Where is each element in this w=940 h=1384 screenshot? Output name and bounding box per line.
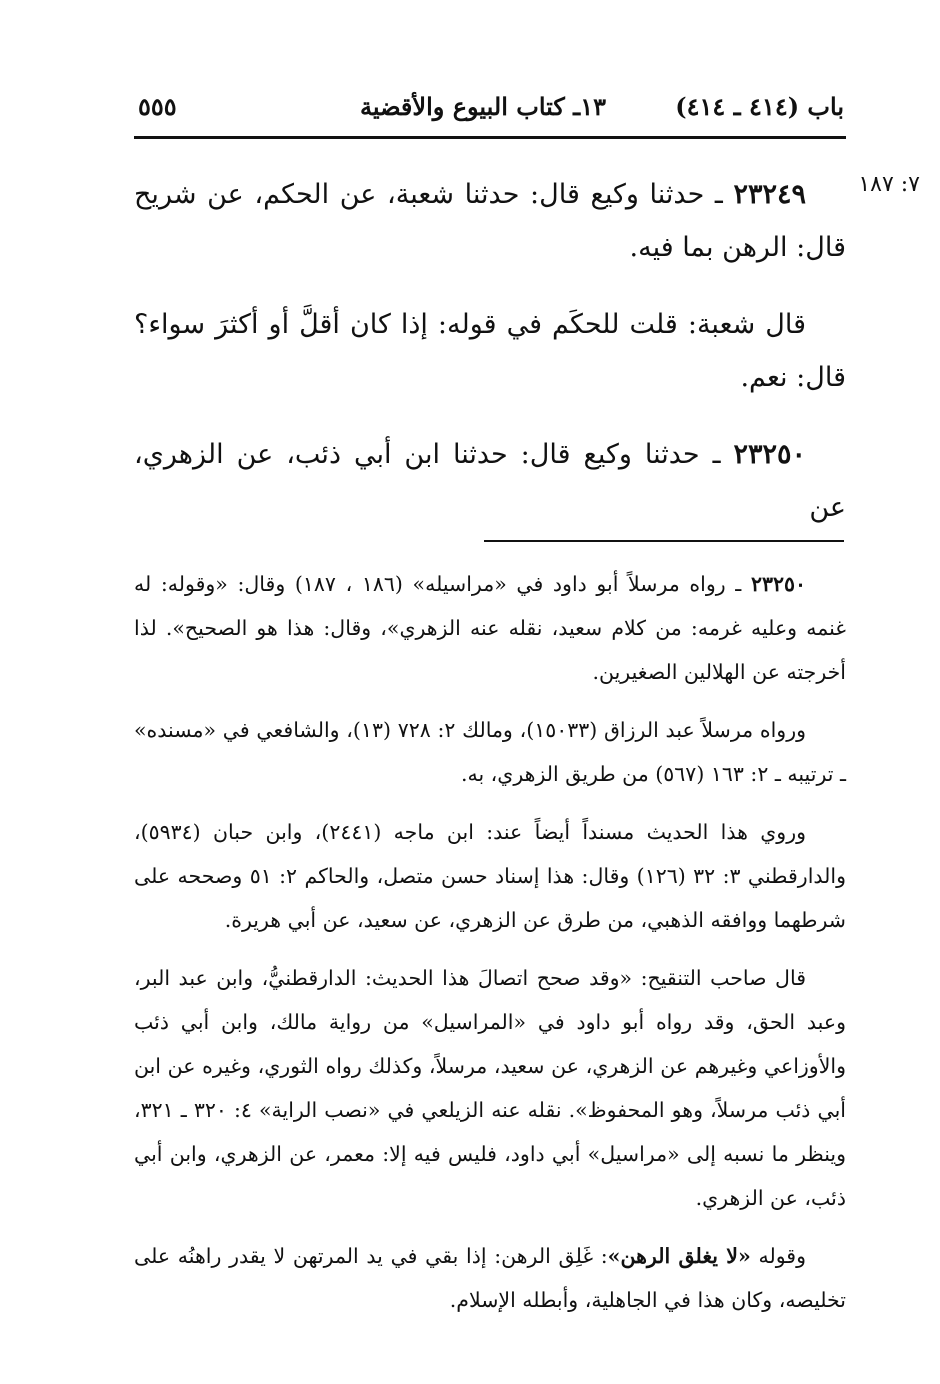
page-number: ٥٥٥ (138, 92, 177, 121)
footnote-number: ٢٣٢٥٠ (750, 572, 806, 596)
footnote-text: ـ رواه مرسلاً أبو داود في «مراسيله» (١٨٦ ، ١٨٧) وقال: «وقوله: له غنمه وعليه غرمه: من كلام سعيد، نقله عنه الزهري»، وقال: هذا هو الصحيح». لذا أخرجته عن الهلالين الصغيرين. (134, 572, 846, 684)
hadith-number: ٢٣٢٤٩ (733, 179, 806, 210)
footnote-quote: «لا يغلق الرهن» (607, 1244, 751, 1268)
footnote-text: : غَلِق الرهن: إذا بقي في يد المرتهن لا يقدر راهنُه على تخليصه، وكان هذا في الجاهلية، وأبطله الإسلام. (134, 1244, 846, 1312)
footnote-paragraph: قال صاحب التنقيح: «وقد صحح اتصالَ هذا الحديث: الدارقطنيُّ، وابن عبد البر، وعبد الحق، وقد رواه أبو داود في «المراسيل» من رواية مالك، وابن أبي ذئب والأوزاعي وغيرهم عن الزهري، عن سعيد، مرسلاً، وكذلك رواه الثوري، وغيره عن ابن أبي ذئب مرسلاً، وهو المحفوظ». نقله عنه الزيلعي في «نصب الراية» ٤: ٣٢٠ ـ ٣٢١، وينظر ما نسبه إلى «مراسيل» أبي داود، فليس فيه إلا: معمر، عن الزهري، وابن أبي ذئب، عن الزهري. (134, 966, 846, 1210)
hadith-text: ـ حدثنا وكيع قال: حدثنا ابن أبي ذئب، عن الزهري، عن (134, 439, 846, 523)
book-title: ١٣ـ كتاب البيوع والأقضية (360, 92, 606, 121)
footnote-separator (484, 540, 844, 542)
footnote-paragraph (134, 1234, 846, 1322)
hadith-paragraph (134, 168, 846, 274)
footnotes (134, 562, 846, 1336)
body-paragraph: قال شعبة: قلت للحكَم في قوله: إذا كان أقلَّ أو أكثرَ سواء؟ قال: نعم. (134, 309, 846, 393)
main-text (134, 168, 846, 558)
header-rule (134, 136, 846, 139)
footnote-paragraph: ورواه مرسلاً عبد الرزاق (١٥٠٣٣)، ومالك ٢: ٧٢٨ (١٣)، والشافعي في «مسنده» ـ ترتيبه ـ ٢: ١٦٣ (٥٦٧) من طريق الزهري، به. (134, 718, 846, 786)
hadith-number: ٢٣٢٥٠ (733, 439, 806, 470)
footnote-paragraph: وروي هذا الحديث مسنداً أيضاً عند: ابن ماجه (٢٤٤١)، وابن حبان (٥٩٣٤)، والدارقطني ٣: ٣٢ (١٢٦) وقال: هذا إسناد حسن متصل، والحاكم ٢: ٥١ وصححه على شرطهما ووافقه الذهبي، من طرق عن الزهري، عن سعيد، عن أبي هريرة. (134, 820, 846, 932)
chapter-reference: باب (٤١٤ ـ ٤١٤) (675, 92, 844, 121)
margin-reference: ٧: ١٨٧ (858, 172, 920, 197)
hadith-text: ـ حدثنا وكيع قال: حدثنا شعبة، عن الحكم، عن شريح قال: الرهن بما فيه. (134, 179, 846, 263)
footnote-paragraph (134, 562, 846, 694)
hadith-paragraph (134, 428, 846, 534)
footnote-lead: وقوله (758, 1244, 806, 1268)
